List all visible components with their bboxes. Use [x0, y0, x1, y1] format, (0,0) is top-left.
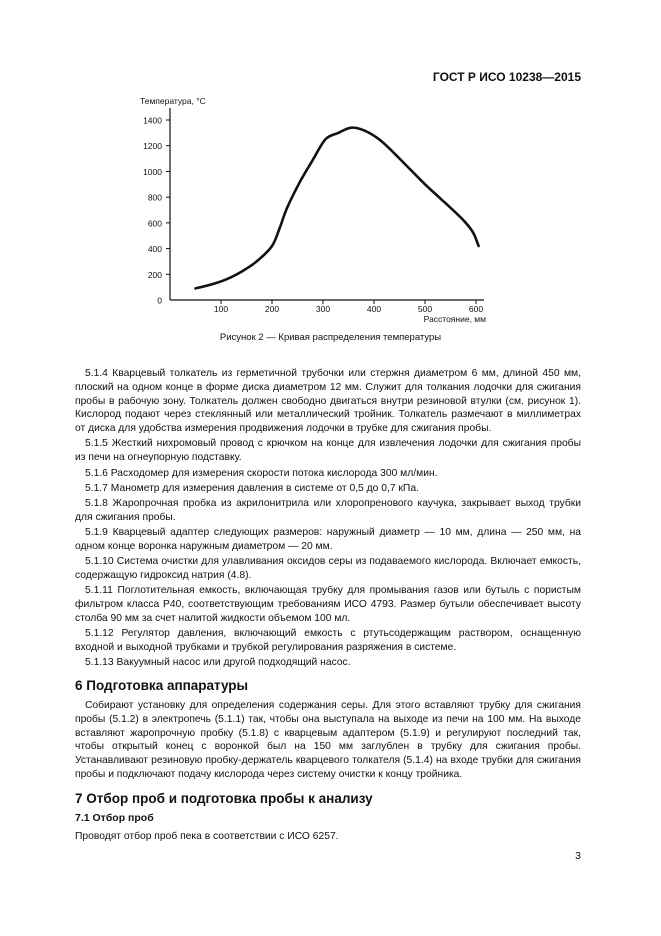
- x-tick-label: 300: [315, 304, 331, 314]
- item-number: 5.1.4: [85, 368, 108, 379]
- item-number: 5.1.6: [85, 467, 108, 479]
- x-tick-label: 400: [366, 304, 382, 314]
- item-number: 5.1.5: [85, 438, 108, 450]
- section-6-text: Собирают установку для определения содержания серы. Для этого вставляют трубку для сжигания пробы (5.1.2) в электропечь (5.1.1) так, чтобы она выступала на выходе из печи на 100 мм. На выходе вставляют жаропрочную пробку (5.1.8) с кварцевым адаптером (5.1.9) и регулируют последний так, чтобы открытый конец с воронкой был на 150 мм заглублен в трубку для сжигания пробы. Устанавливают резиновую пробку-держатель кварцевого толкателя (5.1.4) на входе трубки для сжигания пробы и подключают подачу кислорода через систему очистки к концу тройника.: [75, 700, 581, 780]
- x-axis-label: Расстояние, мм: [423, 314, 486, 324]
- equipment-item: [75, 656, 581, 670]
- y-tick-label: 400: [147, 244, 162, 255]
- y-tick-label: 0: [157, 295, 162, 306]
- item-number: 5.1.8: [85, 498, 108, 510]
- section-6-title: 6 Подготовка аппаратуры: [75, 678, 249, 693]
- y-tick-label: 1400: [143, 115, 162, 126]
- item-text: Манометр для измерения давления в системе от 0,5 до 0,7 кПа.: [110, 482, 419, 494]
- item-text: Кварцевый толкатель из герметичной трубочки или стержня диаметром 6 мм, длиной 450 мм, плоский на одном конце в форме диска диаметром 12 мм. Служит для толкания лодочки для сжигания пробы в рабочую зону. Толкатель должен свободно двигаться внутри резиновой втулки (см. рисунок 1). Кислород подают через стеклянный или металлический тройник. Толкатель размечают в миллиметрах от диска для удобства измерения продвижения лодочки в трубке для сжигания пробы.: [75, 368, 581, 435]
- equipment-item: [75, 467, 581, 481]
- y-tick-label: 1000: [143, 166, 162, 177]
- section-7-1-title: 7.1 Отбор проб: [75, 812, 154, 824]
- equipment-item: [75, 627, 581, 655]
- temperature-curve: [196, 128, 479, 289]
- item-text: Поглотительная емкость, включающая трубку для промывания газов или бутыль с пористым фильтром класса Р40, соответствующим требованиям ИСО 4793. Размер бутыли обеспечивает высоту столба 90 мм за счет налитой жидкости объемом 100 мл.: [75, 585, 581, 625]
- item-text: Жаропрочная пробка из акрилонитрила или хлоропренового каучука, закрывает выход трубки для сжигания пробы.: [75, 498, 581, 523]
- y-tick-label: 800: [147, 192, 162, 203]
- y-axis-label: Температура, °С: [140, 96, 206, 106]
- item-number: 5.1.12: [85, 628, 114, 640]
- item-number: 5.1.9: [85, 527, 108, 539]
- item-text: Регулятор давления, включающий емкость с ртутьсодержащим раствором, оснащенную входной и выходной трубками и трубкой регулирования разряжения в системе.: [75, 628, 581, 654]
- item-text: Система очистки для улавливания оксидов серы из подаваемого кислорода. Включает емкость, содержащую гидроксид натрия (4.8).: [75, 556, 581, 582]
- item-text: Вакуумный насос или другой подходящий насос.: [116, 657, 351, 669]
- figure-caption: Рисунок 2 — Кривая распределения температуры: [219, 332, 442, 343]
- section-7-1-text: Проводят отбор проб пека в соответствии с ИСО 6257.: [75, 831, 339, 842]
- item-text: Жесткий нихромовый провод с крючком на конце для извлечения лодочки для сжигания пробы из печи на огнеупорную подставку.: [75, 438, 581, 464]
- y-tick-label: 200: [147, 269, 162, 280]
- x-tick-label: 600: [468, 304, 484, 314]
- equipment-item: [75, 437, 581, 465]
- page-number: 3: [575, 850, 581, 862]
- equipment-item: [75, 497, 581, 525]
- item-number: 5.1.11: [85, 585, 113, 597]
- x-tick-label: 500: [417, 304, 433, 314]
- equipment-item: [75, 584, 581, 625]
- equipment-item: [75, 367, 581, 436]
- y-tick-label: 600: [147, 218, 162, 229]
- item-text: Расходомер для измерения скорости потока кислорода 300 мл/мин.: [110, 467, 438, 479]
- x-tick-label: 100: [213, 304, 229, 314]
- x-tick-label: 200: [264, 304, 280, 314]
- item-number: 5.1.13: [85, 657, 114, 669]
- item-number: 5.1.7: [85, 482, 108, 494]
- equipment-item: [75, 482, 581, 496]
- section-7-title: 7 Отбор проб и подготовка пробы к анализу: [75, 791, 373, 806]
- temperature-chart: [130, 86, 510, 331]
- item-text: Кварцевый адаптер следующих размеров: наружный диаметр — 10 мм, длина — 250 мм, на одном конце воронка наружным диаметром — 20 мм.: [75, 527, 581, 553]
- equipment-item: [75, 526, 581, 554]
- standard-header: ГОСТ Р ИСО 10238—2015: [432, 70, 581, 84]
- items-list: [75, 367, 581, 672]
- y-tick-label: 1200: [143, 141, 162, 152]
- equipment-item: [75, 555, 581, 583]
- item-number: 5.1.10: [85, 556, 114, 568]
